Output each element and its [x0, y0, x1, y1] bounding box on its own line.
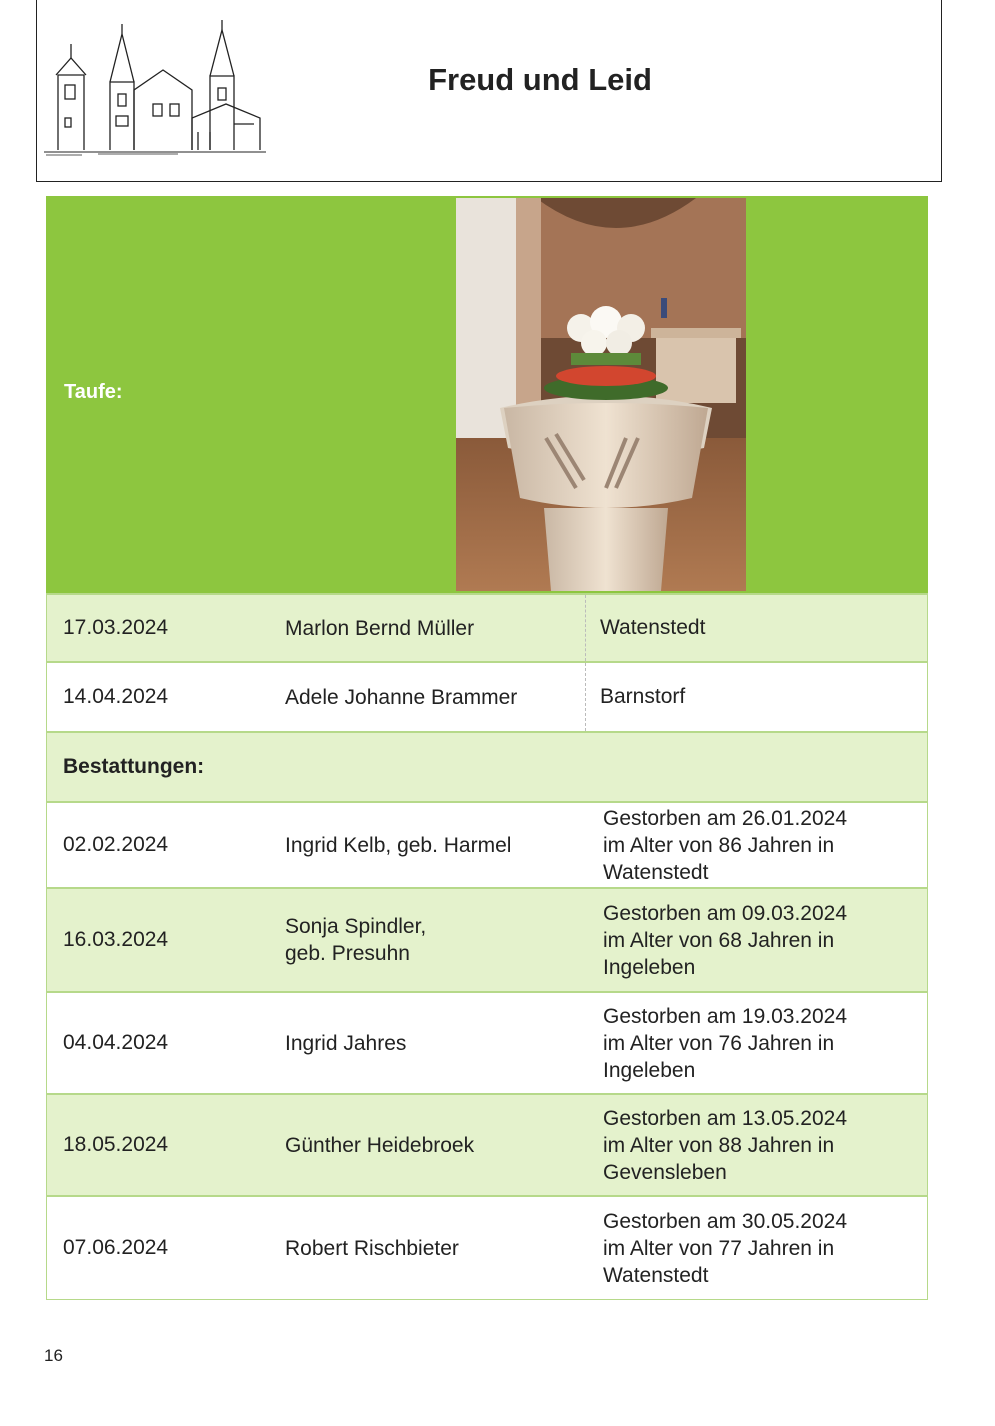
bestattung-row	[47, 801, 927, 887]
bestattung-row	[47, 887, 927, 991]
date: 14.04.2024	[63, 685, 169, 708]
info-line: Ingeleben	[603, 1058, 696, 1082]
name	[285, 889, 585, 991]
name: Ingrid Kelb, geb. Harmel	[285, 833, 512, 857]
date: 18.05.2024	[63, 1133, 169, 1156]
info-line: Ingeleben	[603, 955, 696, 979]
bestattung-row	[47, 1195, 927, 1299]
bestattungen-header-row	[47, 731, 927, 801]
info-line: im Alter von 86 Jahren in	[603, 833, 835, 857]
info-line: Watenstedt	[603, 1263, 709, 1287]
bestattungen-label: Bestattungen:	[63, 755, 205, 778]
page-number: 16	[44, 1346, 63, 1365]
name-line: geb. Presuhn	[285, 942, 410, 965]
church-illustration	[38, 20, 270, 165]
name: Marlon Bernd Müller	[285, 616, 475, 640]
bestattung-row	[47, 1093, 927, 1195]
baptismal-font-photo	[456, 198, 746, 591]
info-line: Gevensleben	[603, 1160, 727, 1184]
info-line: Gestorben am 13.05.2024	[603, 1106, 848, 1130]
death-info	[603, 1197, 917, 1299]
name: Ingrid Jahres	[285, 1031, 407, 1055]
place: Barnstorf	[585, 663, 927, 731]
bestattung-row	[47, 991, 927, 1093]
date: 02.02.2024	[63, 833, 169, 856]
date: 17.03.2024	[63, 616, 169, 639]
death-info	[603, 889, 917, 991]
taufe-row	[47, 661, 927, 731]
date: 07.06.2024	[63, 1236, 169, 1259]
records-table	[46, 593, 928, 1300]
info-line: im Alter von 77 Jahren in	[603, 1236, 835, 1260]
taufe-row	[47, 593, 927, 661]
info-line: Gestorben am 09.03.2024	[603, 901, 848, 925]
place: Watenstedt	[585, 595, 927, 661]
name: Adele Johanne Brammer	[285, 685, 518, 709]
death-info	[603, 803, 917, 887]
taufe-label: Taufe:	[64, 381, 123, 403]
name-line: Sonja Spindler,	[285, 915, 427, 938]
info-line: im Alter von 88 Jahren in	[603, 1133, 835, 1157]
info-line: im Alter von 68 Jahren in	[603, 928, 835, 952]
info-line: Gestorben am 26.01.2024	[603, 806, 848, 830]
name: Günther Heidebroek	[285, 1133, 475, 1157]
death-info	[603, 993, 917, 1093]
date: 16.03.2024	[63, 928, 169, 951]
name: Robert Rischbieter	[285, 1236, 459, 1260]
info-line: Gestorben am 30.05.2024	[603, 1209, 848, 1233]
page-title: Freud und Leid	[428, 62, 652, 97]
info-line: im Alter von 76 Jahren in	[603, 1031, 835, 1055]
death-info	[603, 1095, 917, 1195]
date: 04.04.2024	[63, 1031, 169, 1054]
info-line: Gestorben am 19.03.2024	[603, 1004, 848, 1028]
info-line: Watenstedt	[603, 860, 709, 884]
